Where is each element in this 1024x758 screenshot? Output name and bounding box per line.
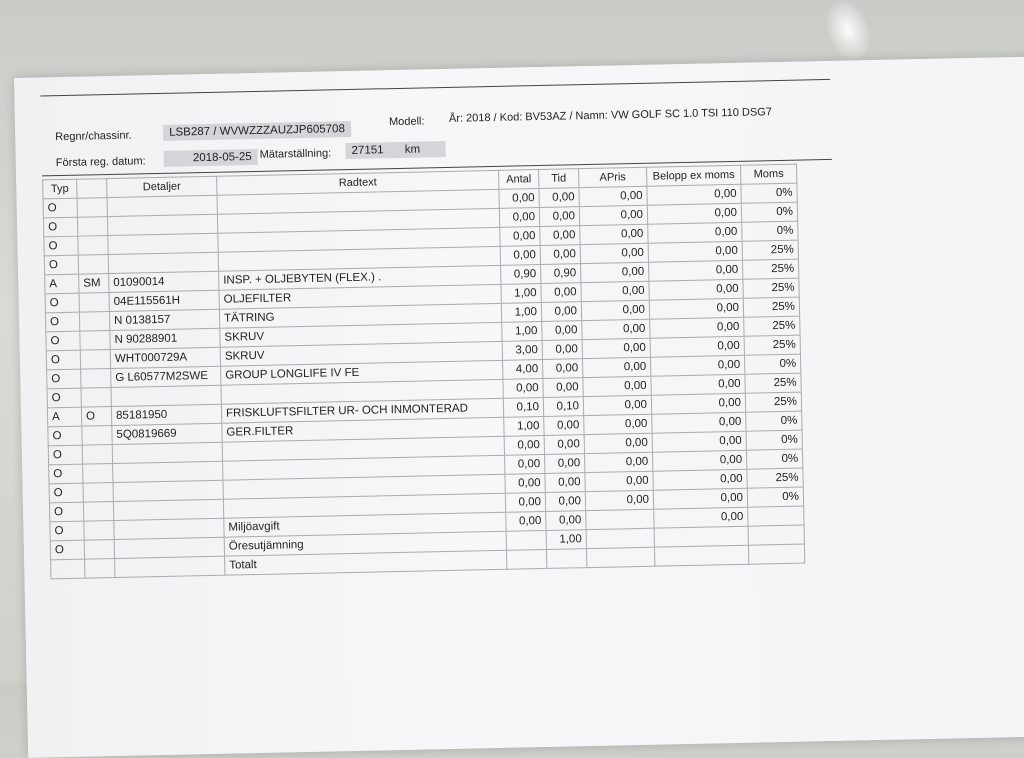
cell-radtext: Öresutjämning (224, 531, 506, 556)
cell-detaljer (115, 556, 225, 577)
cell-typ: O (50, 521, 84, 541)
cell-tid: 0,10 (543, 397, 583, 417)
cell-moms: 0% (746, 430, 802, 450)
modell-value: År: 2018 / Kod: BV53AZ / Namn: VW GOLF SC 1.0 TSI 110 DSG7 (448, 106, 773, 125)
cell-typ: O (49, 464, 83, 484)
cell-typ: O (45, 312, 79, 332)
cell-sub (85, 558, 115, 578)
cell-sub (78, 236, 108, 256)
cell-typ: O (46, 350, 80, 370)
cell-tid: 0,00 (545, 492, 585, 512)
cell-belopp: 0,00 (651, 374, 745, 395)
cell-detaljer (111, 385, 221, 406)
cell-detaljer (108, 233, 218, 254)
regnr-label: Regnr/chassinr. (55, 129, 132, 144)
cell-apris: 0,00 (581, 262, 649, 282)
modell-label: Modell: (388, 115, 425, 129)
cell-tid: 0,00 (539, 188, 579, 208)
cell-tid: 0,00 (544, 416, 584, 436)
cell-apris: 0,00 (583, 376, 651, 396)
cell-sub: O (81, 407, 111, 427)
cell-antal: 0,00 (500, 246, 540, 266)
cell-belopp: 0,00 (647, 203, 741, 224)
column-header-belopp: Belopp ex moms (647, 165, 741, 186)
cell-sub (82, 445, 112, 465)
cell-belopp: 0,00 (652, 412, 746, 433)
cell-apris: 0,00 (582, 319, 650, 339)
cell-apris: 0,00 (579, 205, 647, 225)
cell-moms: 25% (742, 259, 798, 279)
column-header-sub (77, 179, 107, 199)
cell-antal: 1,00 (501, 284, 541, 304)
cell-moms: 0% (746, 449, 802, 469)
cell-sub (81, 369, 111, 389)
cell-radtext: SKRUV (220, 341, 502, 366)
cell-moms: 25% (744, 335, 800, 355)
cell-apris: 0,00 (581, 281, 649, 301)
cell-moms: 25% (744, 316, 800, 336)
cell-typ: O (49, 483, 83, 503)
cell-antal: 0,00 (505, 454, 545, 474)
cell-detaljer (113, 480, 223, 501)
cell-moms: 25% (747, 468, 803, 488)
cell-apris: 0,00 (580, 243, 648, 263)
cell-typ: O (46, 331, 80, 351)
table-body (43, 183, 805, 579)
cell-tid: 0,00 (539, 207, 579, 227)
cell-sub (78, 255, 108, 275)
cell-tid: 0,00 (546, 511, 586, 531)
cell-moms: 25% (745, 373, 801, 393)
column-header-typ: Typ (43, 179, 77, 199)
invoice-paper (14, 56, 1024, 758)
odometer-unit: km (404, 143, 421, 156)
column-header-detaljer: Detaljer (107, 176, 217, 197)
cell-antal: 0,00 (506, 511, 546, 531)
column-header-antal: Antal (499, 170, 539, 190)
cell-antal: 0,00 (499, 208, 539, 228)
cell-typ: O (45, 293, 79, 313)
invoice-content (40, 71, 830, 572)
cell-typ: O (47, 369, 81, 389)
cell-sub (77, 217, 107, 237)
cell-tid: 0,00 (542, 340, 582, 360)
odometer-box (345, 141, 445, 159)
cell-detaljer: WHT000729A (110, 347, 220, 368)
cell-belopp: 0,00 (647, 184, 741, 205)
cell-typ: A (47, 407, 81, 427)
cell-detaljer (113, 499, 223, 520)
odometer-value: 27151 (351, 144, 384, 157)
cell-detaljer: 01090014 (109, 271, 219, 292)
cell-sub (80, 331, 110, 351)
cell-detaljer (108, 252, 218, 273)
cell-typ: O (47, 388, 81, 408)
cell-radtext: INSP. + OLJEBYTEN (FLEX.) . (219, 265, 501, 290)
cell-antal: 1,00 (504, 416, 544, 436)
cell-typ: O (44, 236, 78, 256)
cell-typ: O (48, 426, 82, 446)
cell-sub (84, 521, 114, 541)
cell-antal (506, 549, 546, 569)
cell-radtext: Totalt (225, 550, 507, 575)
cell-tid: 0,00 (543, 378, 583, 398)
cell-sub (83, 483, 113, 503)
cell-detaljer (113, 461, 223, 482)
cell-antal: 3,00 (502, 340, 542, 360)
cell-apris (586, 528, 654, 548)
column-header-moms: Moms (740, 164, 796, 184)
cell-sub (77, 198, 107, 218)
cell-tid: 0,00 (540, 245, 580, 265)
cell-belopp: 0,00 (649, 279, 743, 300)
cell-sub (79, 293, 109, 313)
cell-belopp: 0,00 (653, 469, 747, 490)
cell-belopp: 0,00 (649, 298, 743, 319)
cell-detaljer (112, 442, 222, 463)
cell-antal: 0,90 (501, 265, 541, 285)
cell-belopp (654, 526, 748, 547)
cell-belopp: 0,00 (648, 241, 742, 262)
cell-typ (51, 559, 85, 579)
cell-apris: 0,00 (581, 300, 649, 320)
cell-moms (748, 525, 804, 545)
cell-detaljer: 5Q0819669 (112, 423, 222, 444)
cell-apris (586, 509, 654, 529)
cell-moms: 0% (746, 411, 802, 431)
cell-belopp: 0,00 (648, 260, 742, 281)
cell-belopp: 0,00 (650, 355, 744, 376)
cell-detaljer: 85181950 (111, 404, 221, 425)
cell-sub (82, 426, 112, 446)
column-header-radtext: Radtext (217, 170, 499, 195)
cell-detaljer (114, 537, 224, 558)
cell-apris: 0,00 (579, 186, 647, 206)
cell-radtext: FRISKLUFTSFILTER UR- OCH INMONTERAD (221, 398, 503, 423)
cell-detaljer (114, 518, 224, 539)
cell-radtext: SKRUV (220, 322, 502, 347)
cell-antal: 0,00 (505, 492, 545, 512)
first-reg-label: Första reg. datum: (55, 155, 146, 170)
cell-radtext: Miljöavgift (224, 512, 506, 537)
cell-moms (748, 506, 804, 526)
cell-moms (748, 544, 804, 564)
cell-radtext: TÄTRING (219, 303, 501, 328)
cell-detaljer: N 0138157 (109, 309, 219, 330)
cell-tid: 0,00 (541, 283, 581, 303)
cell-sub (83, 502, 113, 522)
cell-antal: 0,10 (503, 397, 543, 417)
cell-antal: 1,00 (502, 322, 542, 342)
cell-apris: 0,00 (583, 395, 651, 415)
cell-sub: SM (79, 274, 109, 294)
cell-moms: 0% (742, 221, 798, 241)
top-rule (40, 79, 830, 97)
cell-apris: 0,00 (580, 224, 648, 244)
cell-tid: 1,00 (546, 530, 586, 550)
cell-sub (79, 312, 109, 332)
cell-typ: O (43, 198, 77, 218)
cell-apris: 0,00 (585, 490, 653, 510)
cell-radtext: GER.FILTER (222, 417, 504, 442)
cell-moms: 25% (743, 278, 799, 298)
cell-typ: O (44, 255, 78, 275)
cell-detaljer: N 90288901 (110, 328, 220, 349)
cell-apris (586, 547, 654, 567)
cell-antal: 0,00 (500, 227, 540, 247)
cell-apris: 0,00 (583, 357, 651, 377)
cell-typ: A (45, 274, 79, 294)
cell-antal: 0,00 (505, 473, 545, 493)
cell-belopp: 0,00 (653, 488, 747, 509)
cell-belopp: 0,00 (654, 507, 748, 528)
odometer-label: Mätarställning: (259, 147, 332, 161)
cell-tid: 0,00 (544, 435, 584, 455)
cell-antal: 0,00 (499, 189, 539, 209)
cell-detaljer (107, 214, 217, 235)
invoice-items-table (42, 164, 805, 580)
cell-typ: O (48, 445, 82, 465)
cell-apris: 0,00 (584, 452, 652, 472)
cell-detaljer: G L60577M2SWE (111, 366, 221, 387)
cell-typ: O (50, 540, 84, 560)
cell-antal: 0,00 (504, 435, 544, 455)
cell-antal (506, 530, 546, 550)
first-reg-value: 2018-05-25 (164, 149, 258, 167)
cell-belopp: 0,00 (650, 317, 744, 338)
cell-detaljer (107, 195, 217, 216)
cell-moms: 0% (747, 487, 803, 507)
cell-sub (81, 388, 111, 408)
cell-tid: 0,00 (542, 321, 582, 341)
regnr-value: LSB287 / WVWZZZAUZJP605708 (163, 121, 351, 141)
cell-apris: 0,00 (585, 471, 653, 491)
cell-tid: 0,00 (543, 359, 583, 379)
cell-typ: O (43, 217, 77, 237)
cell-sub (84, 540, 114, 560)
cell-radtext: GROUP LONGLIFE IV FE (221, 360, 503, 385)
cell-belopp: 0,00 (648, 222, 742, 243)
cell-sub (83, 464, 113, 484)
cell-moms: 0% (741, 183, 797, 203)
cell-tid (546, 549, 586, 569)
cell-belopp: 0,00 (651, 393, 745, 414)
cell-detaljer: 04E115561H (109, 290, 219, 311)
cell-apris: 0,00 (584, 433, 652, 453)
cell-belopp (654, 545, 748, 566)
cell-belopp: 0,00 (652, 431, 746, 452)
cell-antal: 1,00 (501, 303, 541, 323)
cell-tid: 0,00 (540, 226, 580, 246)
cell-tid: 0,00 (541, 302, 581, 322)
cell-tid: 0,00 (545, 473, 585, 493)
cell-moms: 25% (742, 240, 798, 260)
cell-belopp: 0,00 (650, 336, 744, 357)
cell-typ: O (49, 502, 83, 522)
cell-apris: 0,00 (584, 414, 652, 434)
cell-apris: 0,00 (582, 338, 650, 358)
cell-moms: 25% (745, 392, 801, 412)
light-glare (819, 0, 877, 65)
cell-radtext: OLJEFILTER (219, 284, 501, 309)
cell-sub (80, 350, 110, 370)
column-header-tid: Tid (539, 169, 579, 189)
cell-moms: 0% (741, 202, 797, 222)
cell-tid: 0,00 (545, 454, 585, 474)
cell-moms: 0% (744, 354, 800, 374)
cell-antal: 0,00 (503, 378, 543, 398)
cell-belopp: 0,00 (652, 450, 746, 471)
cell-moms: 25% (743, 297, 799, 317)
cell-antal: 4,00 (503, 359, 543, 379)
column-header-apris: APris (579, 167, 647, 187)
cell-tid: 0,90 (541, 264, 581, 284)
